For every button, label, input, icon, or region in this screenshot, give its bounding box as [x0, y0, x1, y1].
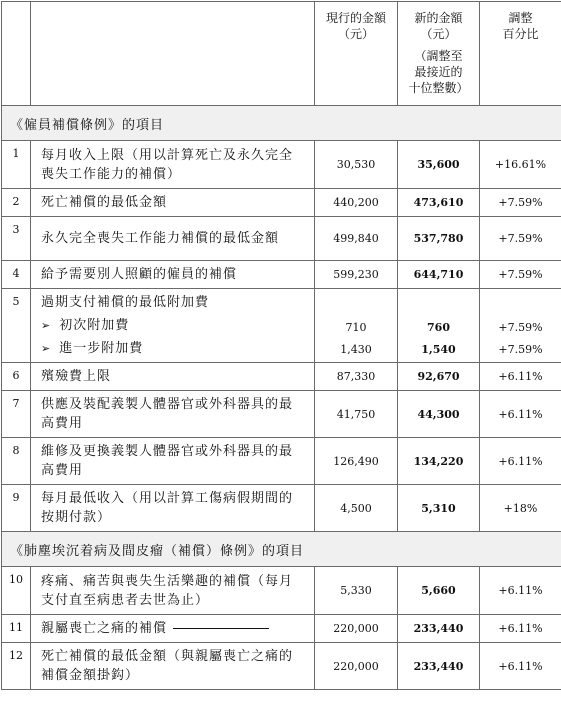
row-number: 7: [2, 391, 31, 438]
row-percentage: +6.11%: [480, 363, 561, 391]
row-current-amount: 41,750: [315, 391, 398, 438]
row-current-amount: 4,500: [315, 485, 398, 532]
row-percentage: [480, 289, 561, 363]
section-heading-row: [2, 106, 561, 141]
row-percentage: +6.11%: [480, 391, 561, 438]
header-pct-label: 調整: [481, 10, 560, 26]
table-row: [2, 485, 561, 532]
row-description: 維修及更換義製人體器官或外科器具的最高費用: [31, 438, 315, 485]
row-description: 疼痛、痛苦與喪失生活樂趣的補償（每月支付直至病患者去世為止）: [31, 567, 315, 615]
row-description: 殯殮費上限: [31, 363, 315, 391]
row-number: 10: [2, 567, 31, 615]
table-row: [2, 141, 561, 189]
row-percentage: +7.59%: [480, 261, 561, 289]
table-row: [2, 189, 561, 217]
row-current-amount: 220,000: [315, 643, 398, 690]
header-pct-label-2: 百分比: [481, 26, 560, 42]
row-description: 死亡補償的最低金額（與親屬喪亡之痛的補償金額掛鈎）: [31, 643, 315, 690]
row-current-amount: 126,490: [315, 438, 398, 485]
row-percentage: +6.11%: [480, 615, 561, 643]
divider: [173, 628, 269, 629]
row-percentage: +7.59%: [480, 189, 561, 217]
row-description: [31, 289, 315, 363]
table-row: [2, 289, 561, 363]
compensation-table: [1, 1, 561, 690]
row-new-amount: 473,610: [398, 189, 480, 217]
row-description: 供應及裝配義製人體器官或外科器具的最高費用: [31, 391, 315, 438]
row-current-amount: 499,840: [315, 217, 398, 261]
row-description-main: 過期支付補償的最低附加費: [41, 293, 304, 312]
sub-new-amount: 1,540: [399, 343, 478, 356]
row-current-amount: 440,200: [315, 189, 398, 217]
row-new-amount: [398, 289, 480, 363]
row-number: 1: [2, 141, 31, 189]
header-new: [398, 2, 480, 106]
row-current-amount: 220,000: [315, 615, 398, 643]
row-current-amount: [315, 289, 398, 363]
row-current-amount: 30,530: [315, 141, 398, 189]
row-new-amount: 44,300: [398, 391, 480, 438]
table-row: [2, 567, 561, 615]
header-new-note-2: 最接近的: [399, 64, 478, 80]
sub-item: [41, 316, 304, 335]
table-row: [2, 615, 561, 643]
row-number: 9: [2, 485, 31, 532]
row-percentage: +6.11%: [480, 643, 561, 690]
header-blank-desc: [31, 2, 315, 106]
row-number: 8: [2, 438, 31, 485]
row-new-amount: 233,440: [398, 615, 480, 643]
row-new-amount: 134,220: [398, 438, 480, 485]
row-description: 死亡補償的最低金額: [31, 189, 315, 217]
row-current-amount: 5,330: [315, 567, 398, 615]
header-current-label: 現行的金額: [316, 10, 396, 26]
sub-item-label: 初次附加費: [59, 318, 129, 333]
table-row: [2, 391, 561, 438]
row-new-amount: 644,710: [398, 261, 480, 289]
sub-item: [41, 339, 304, 358]
row-new-amount: 537,780: [398, 217, 480, 261]
header-new-unit: （元）: [399, 26, 478, 42]
section-heading-row: [2, 532, 561, 567]
row-percentage: +6.11%: [480, 567, 561, 615]
sub-new-amount: 760: [399, 321, 478, 334]
header-new-label: 新的金額: [399, 10, 478, 26]
row-current-amount: 87,330: [315, 363, 398, 391]
arrow-bullet-icon: ➢: [41, 319, 51, 332]
sub-percentage: +7.59%: [481, 343, 560, 356]
row-new-amount: 233,440: [398, 643, 480, 690]
sub-current-amount: 1,430: [316, 343, 396, 356]
row-new-amount: 92,670: [398, 363, 480, 391]
header-blank-no: [2, 2, 31, 106]
row-new-amount: 35,600: [398, 141, 480, 189]
row-percentage: +7.59%: [480, 217, 561, 261]
row-percentage: +18%: [480, 485, 561, 532]
row-number: 11: [2, 615, 31, 643]
header-new-note-1: （調整至: [399, 48, 478, 64]
table-row: [2, 261, 561, 289]
section-heading-pmo: 《肺塵埃沉着病及間皮瘤（補償）條例》的項目: [2, 532, 561, 567]
row-number: 5: [2, 289, 31, 363]
header-current: [315, 2, 398, 106]
header-row: [2, 2, 561, 106]
row-description: 每月最低收入（用以計算工傷病假期間的按期付款）: [31, 485, 315, 532]
row-number: 12: [2, 643, 31, 690]
table-row: [2, 217, 561, 261]
header-pct: [480, 2, 561, 106]
table-row: [2, 363, 561, 391]
row-percentage: +16.61%: [480, 141, 561, 189]
row-number: 4: [2, 261, 31, 289]
row-new-amount: 5,310: [398, 485, 480, 532]
row-percentage: +6.11%: [480, 438, 561, 485]
row-description-text: 親屬喪亡之痛的補償: [41, 621, 167, 636]
row-new-amount: 5,660: [398, 567, 480, 615]
row-number: 2: [2, 189, 31, 217]
row-description: 永久完全喪失工作能力補償的最低金額: [31, 217, 315, 261]
row-description: [31, 615, 315, 643]
sub-current-amount: 710: [316, 321, 396, 334]
header-current-unit: （元）: [316, 26, 396, 42]
row-current-amount: 599,230: [315, 261, 398, 289]
row-description: 給予需要別人照顧的僱員的補償: [31, 261, 315, 289]
table-row: [2, 643, 561, 690]
table-row: [2, 438, 561, 485]
row-number: 3: [2, 217, 31, 261]
row-description: 每月收入上限（用以計算死亡及永久完全喪失工作能力的補償）: [31, 141, 315, 189]
sub-percentage: +7.59%: [481, 321, 560, 334]
section-heading-ecc: 《僱員補償條例》的項目: [2, 106, 561, 141]
arrow-bullet-icon: ➢: [41, 342, 51, 355]
header-new-note-3: 十位整數）: [399, 80, 478, 96]
sub-item-label: 進一步附加費: [59, 341, 143, 356]
row-number: 6: [2, 363, 31, 391]
